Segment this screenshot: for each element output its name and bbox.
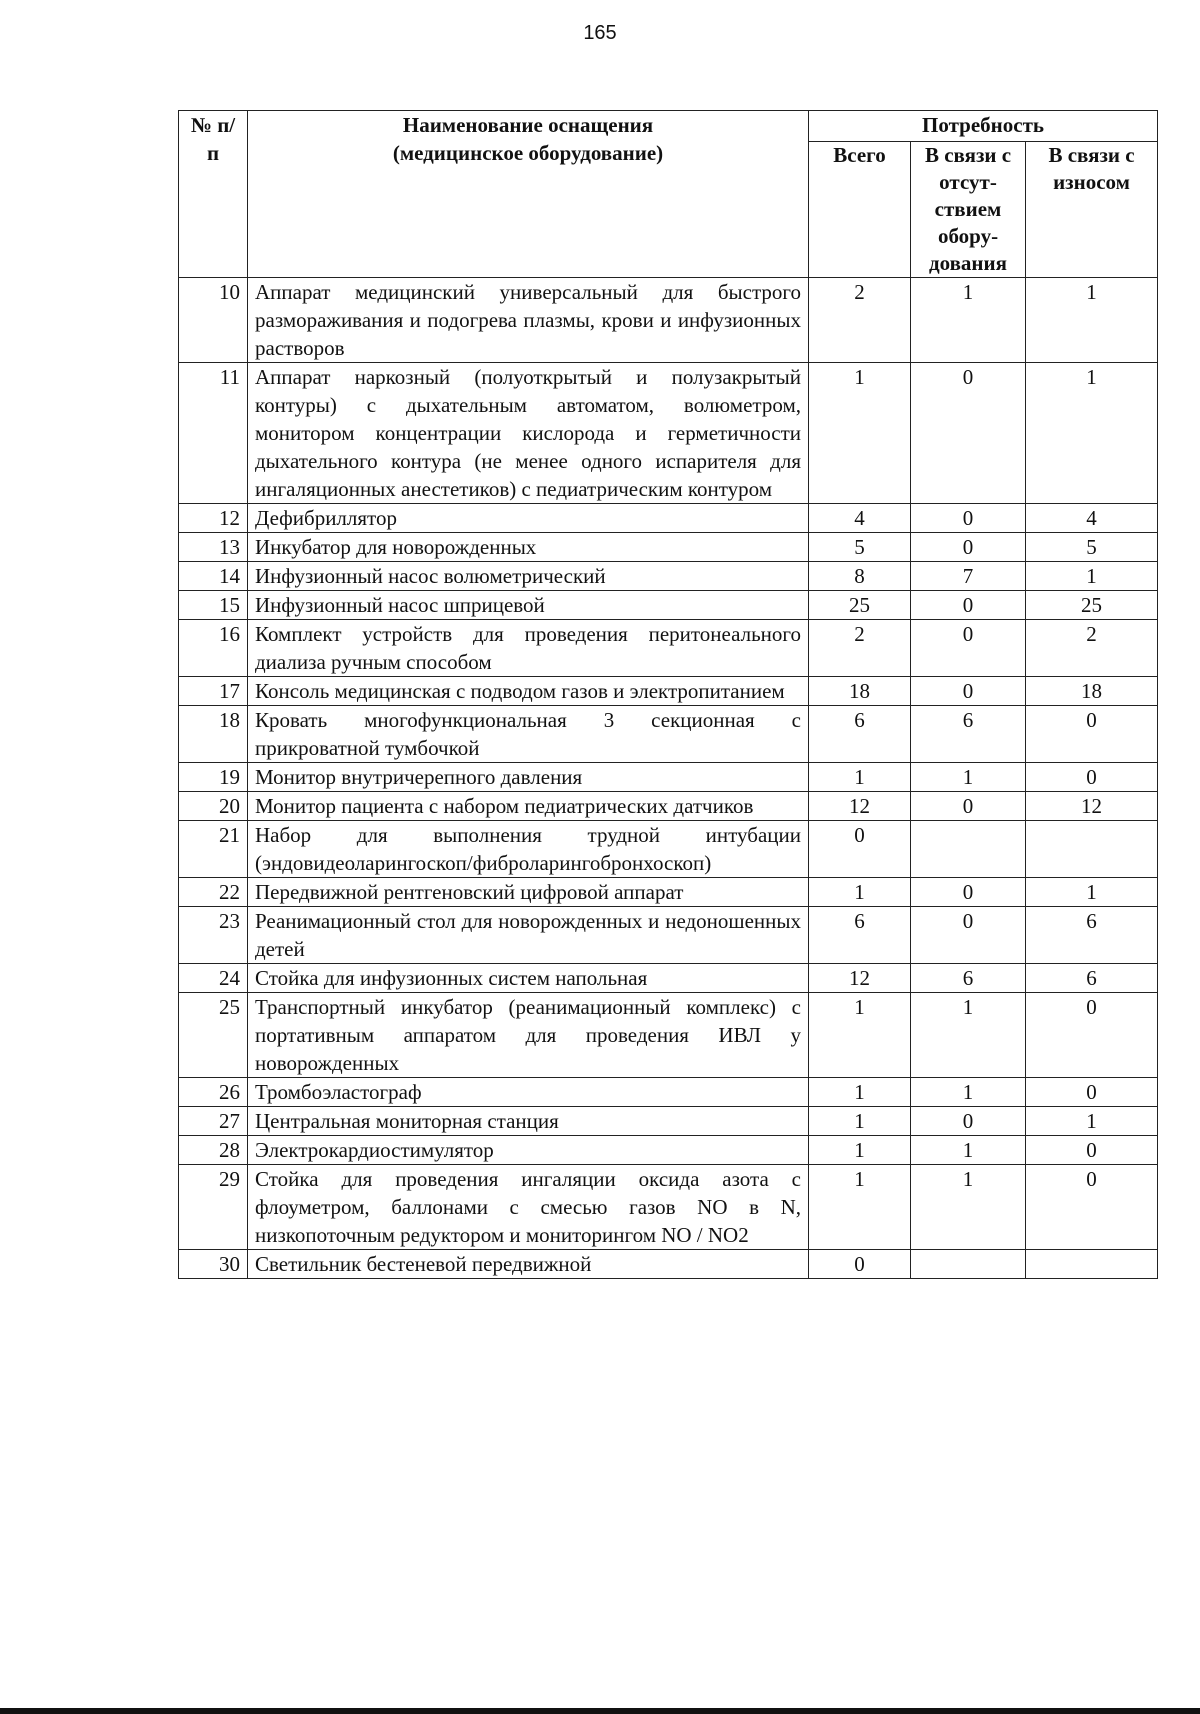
table-row bbox=[179, 1136, 1158, 1165]
table-body bbox=[179, 278, 1158, 1279]
row-number: 30 bbox=[179, 1250, 248, 1279]
equipment-table bbox=[178, 110, 1158, 1279]
need-wear: 25 bbox=[1026, 591, 1158, 620]
table-row bbox=[179, 1107, 1158, 1136]
table-row bbox=[179, 533, 1158, 562]
equipment-name: Светильник бестеневой передвижной bbox=[248, 1250, 809, 1279]
total-need: 0 bbox=[809, 821, 911, 878]
table-row bbox=[179, 993, 1158, 1078]
need-absence: 0 bbox=[911, 1107, 1026, 1136]
total-need: 1 bbox=[809, 993, 911, 1078]
need-wear: 0 bbox=[1026, 706, 1158, 763]
need-absence: 0 bbox=[911, 620, 1026, 677]
table-row bbox=[179, 763, 1158, 792]
need-wear: 0 bbox=[1026, 763, 1158, 792]
equipment-name: Электрокардиостимулятор bbox=[248, 1136, 809, 1165]
row-number: 22 bbox=[179, 878, 248, 907]
table-row bbox=[179, 363, 1158, 504]
row-number: 25 bbox=[179, 993, 248, 1078]
equipment-name: Инфузионный насос волюметрический bbox=[248, 562, 809, 591]
table-row bbox=[179, 1165, 1158, 1250]
equipment-name: Монитор внутричерепного давления bbox=[248, 763, 809, 792]
table-row bbox=[179, 1250, 1158, 1279]
equipment-name: Инфузионный насос шприцевой bbox=[248, 591, 809, 620]
table-header bbox=[179, 111, 1158, 278]
need-wear: 12 bbox=[1026, 792, 1158, 821]
table-row bbox=[179, 1078, 1158, 1107]
total-need: 1 bbox=[809, 763, 911, 792]
need-absence: 0 bbox=[911, 792, 1026, 821]
need-absence: 6 bbox=[911, 964, 1026, 993]
need-absence: 0 bbox=[911, 363, 1026, 504]
total-need: 25 bbox=[809, 591, 911, 620]
total-need: 8 bbox=[809, 562, 911, 591]
need-absence: 6 bbox=[911, 706, 1026, 763]
row-number: 20 bbox=[179, 792, 248, 821]
need-absence: 1 bbox=[911, 993, 1026, 1078]
table-row bbox=[179, 591, 1158, 620]
need-wear: 18 bbox=[1026, 677, 1158, 706]
need-wear: 4 bbox=[1026, 504, 1158, 533]
header-need: Потребность bbox=[809, 111, 1158, 142]
need-absence: 0 bbox=[911, 677, 1026, 706]
need-absence: 1 bbox=[911, 1136, 1026, 1165]
need-absence: 0 bbox=[911, 878, 1026, 907]
need-wear: 0 bbox=[1026, 1078, 1158, 1107]
need-absence: 0 bbox=[911, 504, 1026, 533]
need-absence bbox=[911, 821, 1026, 878]
need-wear bbox=[1026, 1250, 1158, 1279]
row-number: 23 bbox=[179, 907, 248, 964]
row-number: 26 bbox=[179, 1078, 248, 1107]
header-number: № п/п bbox=[179, 111, 248, 278]
row-number: 10 bbox=[179, 278, 248, 363]
total-need: 1 bbox=[809, 878, 911, 907]
header-name bbox=[248, 111, 809, 278]
row-number: 17 bbox=[179, 677, 248, 706]
need-wear: 5 bbox=[1026, 533, 1158, 562]
table-row bbox=[179, 907, 1158, 964]
row-number: 19 bbox=[179, 763, 248, 792]
equipment-name: Стойка для инфузионных систем напольная bbox=[248, 964, 809, 993]
total-need: 1 bbox=[809, 1136, 911, 1165]
header-name-line2: (медицинское оборудование) bbox=[392, 141, 664, 165]
table-row bbox=[179, 677, 1158, 706]
equipment-name: Стойка для проведения ингаляции оксида азота с флоуметром, баллонами с смесью газов NO в N, низкопоточным редуктором и мониторингом NO / NO2 bbox=[248, 1165, 809, 1250]
need-wear: 2 bbox=[1026, 620, 1158, 677]
equipment-name: Консоль медицинская с подводом газов и электропитанием bbox=[248, 677, 809, 706]
need-wear: 0 bbox=[1026, 993, 1158, 1078]
table-row bbox=[179, 706, 1158, 763]
equipment-name: Кровать многофункциональная 3 секционная с прикроватной тумбочкой bbox=[248, 706, 809, 763]
table-row bbox=[179, 562, 1158, 591]
need-absence: 1 bbox=[911, 278, 1026, 363]
total-need: 6 bbox=[809, 706, 911, 763]
total-need: 2 bbox=[809, 620, 911, 677]
total-need: 1 bbox=[809, 1078, 911, 1107]
table-row bbox=[179, 278, 1158, 363]
bottom-scan-border bbox=[0, 1708, 1200, 1714]
need-wear: 1 bbox=[1026, 278, 1158, 363]
need-wear: 6 bbox=[1026, 964, 1158, 993]
row-number: 13 bbox=[179, 533, 248, 562]
row-number: 14 bbox=[179, 562, 248, 591]
table-row bbox=[179, 620, 1158, 677]
row-number: 28 bbox=[179, 1136, 248, 1165]
row-number: 29 bbox=[179, 1165, 248, 1250]
header-name-line1: Наименование оснащения bbox=[402, 113, 654, 137]
total-need: 1 bbox=[809, 363, 911, 504]
page-number: 165 bbox=[583, 22, 617, 44]
table-row bbox=[179, 821, 1158, 878]
total-need: 5 bbox=[809, 533, 911, 562]
row-number: 27 bbox=[179, 1107, 248, 1136]
row-number: 16 bbox=[179, 620, 248, 677]
total-need: 2 bbox=[809, 278, 911, 363]
equipment-name: Инкубатор для новорожденных bbox=[248, 533, 809, 562]
row-number: 24 bbox=[179, 964, 248, 993]
need-absence: 1 bbox=[911, 1078, 1026, 1107]
need-absence: 0 bbox=[911, 533, 1026, 562]
need-wear: 1 bbox=[1026, 363, 1158, 504]
header-total: Всего bbox=[809, 142, 911, 278]
table-row bbox=[179, 964, 1158, 993]
total-need: 12 bbox=[809, 964, 911, 993]
need-wear: 1 bbox=[1026, 878, 1158, 907]
equipment-name: Аппарат медицинский универсальный для быстрого размораживания и подогрева плазмы, крови и инфузионных растворов bbox=[248, 278, 809, 363]
equipment-name: Реанимационный стол для новорожденных и недоношенных детей bbox=[248, 907, 809, 964]
need-wear: 6 bbox=[1026, 907, 1158, 964]
table-row bbox=[179, 878, 1158, 907]
need-absence: 0 bbox=[911, 907, 1026, 964]
equipment-name: Тромбоэластограф bbox=[248, 1078, 809, 1107]
need-wear: 0 bbox=[1026, 1165, 1158, 1250]
need-absence bbox=[911, 1250, 1026, 1279]
total-need: 1 bbox=[809, 1107, 911, 1136]
table-row bbox=[179, 504, 1158, 533]
total-need: 18 bbox=[809, 677, 911, 706]
row-number: 12 bbox=[179, 504, 248, 533]
equipment-name: Набор для выполнения трудной интубации (эндовидеоларингоскоп/фиброларингобронхоскоп) bbox=[248, 821, 809, 878]
equipment-name: Монитор пациента с набором педиатрических датчиков bbox=[248, 792, 809, 821]
header-absence: В связи с отсут-ствием обору-дования bbox=[911, 142, 1026, 278]
equipment-name: Аппарат наркозный (полуоткрытый и полузакрытый контуры) с дыхательным автоматом, волюметром, монитором концентрации кислорода и герметичности дыхательного контура (не менее одного испарителя для ингаляционных анестетиков) с педиатрическим контуром bbox=[248, 363, 809, 504]
equipment-name: Дефибриллятор bbox=[248, 504, 809, 533]
total-need: 12 bbox=[809, 792, 911, 821]
header-wear: В связи с износом bbox=[1026, 142, 1158, 278]
equipment-name: Передвижной рентгеновский цифровой аппарат bbox=[248, 878, 809, 907]
need-wear: 0 bbox=[1026, 1136, 1158, 1165]
equipment-name: Центральная мониторная станция bbox=[248, 1107, 809, 1136]
total-need: 4 bbox=[809, 504, 911, 533]
row-number: 15 bbox=[179, 591, 248, 620]
need-wear: 1 bbox=[1026, 1107, 1158, 1136]
need-wear bbox=[1026, 821, 1158, 878]
row-number: 11 bbox=[179, 363, 248, 504]
equipment-name: Комплект устройств для проведения перитонеального диализа ручным способом bbox=[248, 620, 809, 677]
need-absence: 0 bbox=[911, 591, 1026, 620]
table-row bbox=[179, 792, 1158, 821]
row-number: 21 bbox=[179, 821, 248, 878]
equipment-name: Транспортный инкубатор (реанимационный комплекс) с портативным аппаратом для проведения ИВЛ у новорожденных bbox=[248, 993, 809, 1078]
need-absence: 1 bbox=[911, 1165, 1026, 1250]
total-need: 0 bbox=[809, 1250, 911, 1279]
need-absence: 1 bbox=[911, 763, 1026, 792]
need-absence: 7 bbox=[911, 562, 1026, 591]
row-number: 18 bbox=[179, 706, 248, 763]
total-need: 1 bbox=[809, 1165, 911, 1250]
need-wear: 1 bbox=[1026, 562, 1158, 591]
total-need: 6 bbox=[809, 907, 911, 964]
